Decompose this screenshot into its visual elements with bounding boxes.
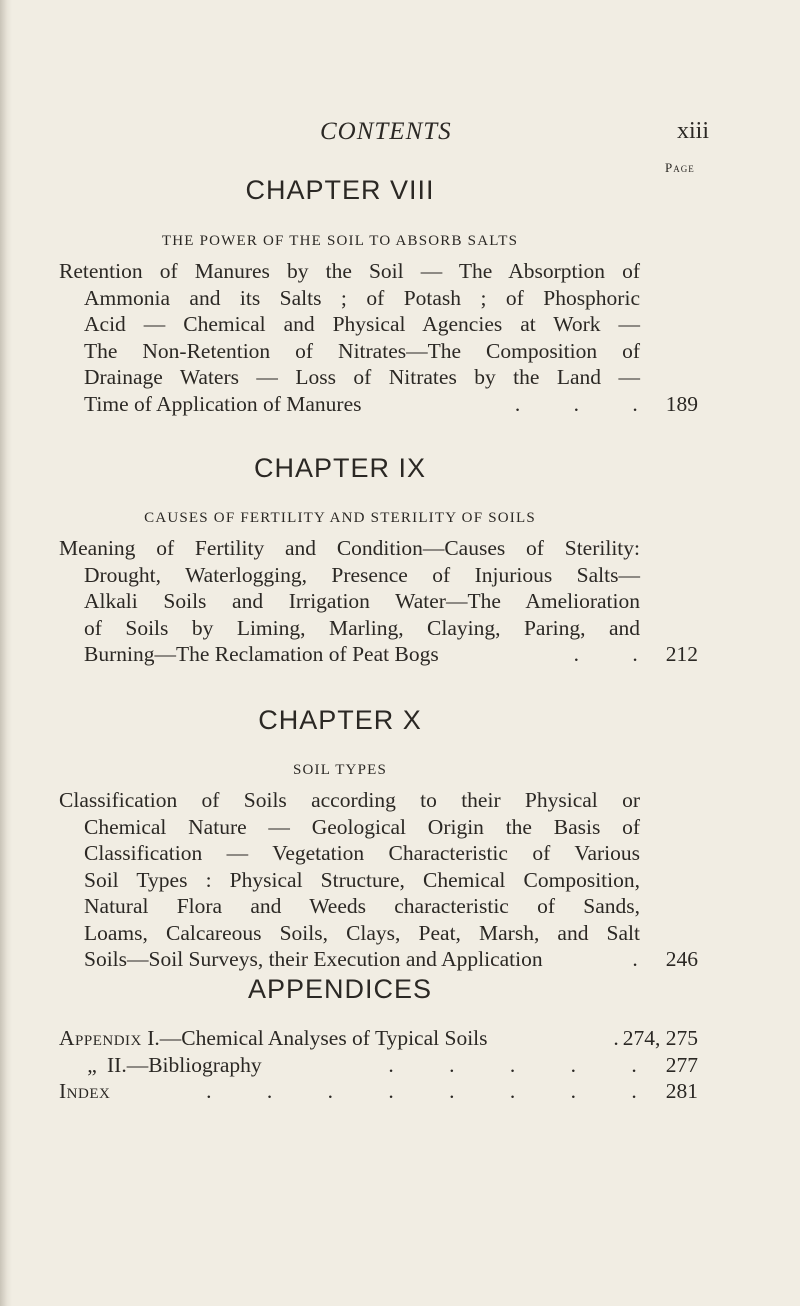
chapter-9-last-row <box>84 641 698 668</box>
index-leader: . . . . . . . . <box>206 1079 662 1103</box>
chapter-10-line-1: Classification of Soils according to their Physical or <box>59 788 640 812</box>
chapter-9-page: 212 <box>665 642 698 666</box>
index-page: 281 <box>665 1079 698 1103</box>
ditto-mark: „ <box>87 1052 97 1077</box>
chapter-8-line-3: Acid — Chemical and Physical Agencies at Work — <box>84 312 640 336</box>
chapter-8-leader: . . . <box>514 391 662 416</box>
appendix-1-title: I.—Chemical Analyses of Typical Soils <box>147 1026 488 1050</box>
appendix-1-leader: . <box>613 1026 619 1050</box>
chapter-10-line-3: Classification — Vegetation Characteristic of Various <box>84 841 640 865</box>
chapter-8-last-row <box>84 391 698 418</box>
index-label: Index <box>59 1079 111 1103</box>
chapter-8-line-2: Ammonia and its Salts ; of Potash ; of Phosphoric <box>84 285 640 310</box>
page-number: xiii <box>677 118 710 144</box>
appendix-1-pages: 274, 275 <box>622 1026 698 1050</box>
chapter-8-subtitle: THE POWER OF THE SOIL TO ABSORB SALTS <box>161 233 519 249</box>
chapter-8-page: 189 <box>665 391 698 416</box>
chapter-10-line-6: Loams, Calcareous Soils, Clays, Peat, Marsh, and Salt <box>84 920 640 945</box>
chapter-9-subtitle: CAUSES OF FERTILITY AND STERILITY OF SOILS <box>144 510 536 526</box>
chapter-9-line-4: of Soils by Liming, Marling, Claying, Paring, and <box>84 615 640 640</box>
chapter-9-heading: CHAPTER IX <box>253 453 427 483</box>
chapter-10-line-5: Natural Flora and Weeds characteristic of Sands, <box>84 894 640 918</box>
chapter-8-line-1: Retention of Manures by the Soil — The Absorption of <box>59 259 640 283</box>
chapter-8-line-5: Drainage Waters — Loss of Nitrates by the Land — <box>84 365 640 389</box>
chapter-9-entry <box>59 535 699 668</box>
chapter-8-line-6: Time of Application of Manures <box>84 391 362 416</box>
index-row <box>59 1078 698 1105</box>
chapter-10-last-row <box>84 946 698 973</box>
page-column-label: Page <box>665 160 695 175</box>
chapter-9-leader: . . <box>573 642 662 666</box>
chapter-10-line-4: Soil Types : Physical Structure, Chemical Composition, <box>84 867 640 892</box>
chapter-10-leader: . <box>632 947 662 971</box>
appendix-2-title: II.—Bibliography <box>107 1052 262 1077</box>
chapter-9-line-1: Meaning of Fertility and Condition—Causes of Sterility: <box>59 536 640 560</box>
appendix-1-row <box>59 1025 698 1052</box>
appendix-2-page: 277 <box>665 1052 698 1077</box>
appendices-list <box>59 1025 699 1105</box>
chapter-10-line-7: Soils—Soil Surveys, their Execution and Application <box>84 947 543 971</box>
chapter-9-line-2: Drought, Waterlogging, Presence of Injurious Salts— <box>84 562 640 587</box>
chapter-8-heading: CHAPTER VIII <box>245 175 435 205</box>
chapter-10-entry <box>59 787 699 973</box>
running-head <box>0 118 800 158</box>
chapter-9-line-5: Burning—The Reclamation of Peat Bogs <box>84 642 439 666</box>
chapter-10-subtitle: SOIL TYPES <box>292 762 388 778</box>
appendix-2-leader: . . . . . <box>388 1052 662 1077</box>
appendix-2-row <box>59 1052 698 1079</box>
appendices-heading: APPENDICES <box>247 974 433 1004</box>
chapter-10-heading: CHAPTER X <box>258 705 422 735</box>
chapter-9-line-3: Alkali Soils and Irrigation Water—The Amelioration <box>84 589 640 613</box>
appendix-label: Appendix <box>59 1026 142 1050</box>
chapter-8-entry <box>59 258 699 417</box>
chapter-10-line-2: Chemical Nature — Geological Origin the Basis of <box>84 814 640 839</box>
chapter-8-line-4: The Non-Retention of Nitrates—The Composition of <box>84 338 640 363</box>
chapter-10-page: 246 <box>665 947 698 971</box>
running-title: CONTENTS <box>320 118 452 145</box>
